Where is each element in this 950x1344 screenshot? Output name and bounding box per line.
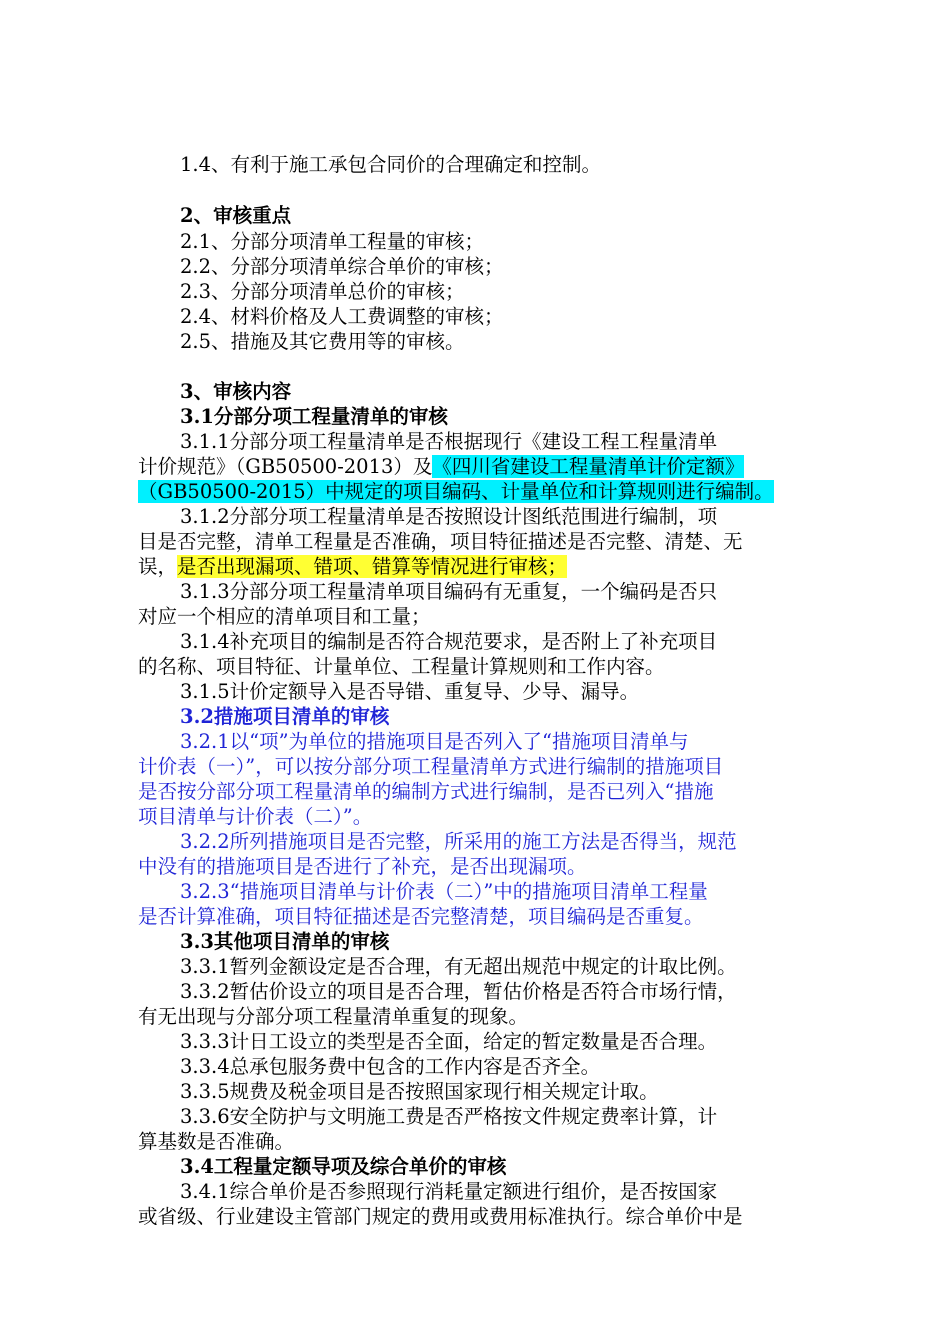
item-2-3: 2.3、分部分项清单总价的审核； — [180, 280, 465, 303]
item-1-4: 1.4、有利于施工承包合同价的合理确定和控制。 — [180, 153, 602, 176]
para-3-1-1-line2-plain: 计价规范》（GB50500-2013）及 — [138, 455, 433, 478]
para-3-1-5: 3.1.5计价定额导入是否导错、重复导、少导、漏导。 — [180, 680, 640, 703]
para-3-3-4: 3.3.4总承包服务费中包含的工作内容是否齐全。 — [180, 1055, 601, 1078]
item-2-5: 2.5、措施及其它费用等的审核。 — [180, 330, 465, 353]
para-3-3-3: 3.3.3计日工设立的类型是否全面，给定的暂定数量是否合理。 — [180, 1030, 718, 1053]
para-3-2-3-line1: 3.2.3“措施项目清单与计价表（二）”中的措施项目清单工程量 — [180, 880, 708, 903]
highlight-cyan-2: （GB50500-2015）中规定的项目编码、计量单位和计算规则进行编制。 — [138, 480, 774, 503]
para-3-3-6-line1: 3.3.6安全防护与文明施工费是否严格按文件规定费率计算，计 — [180, 1105, 718, 1128]
para-3-1-2-line2: 目是否完整，清单工程量是否准确，项目特征描述是否完整、清楚、无 — [138, 530, 743, 553]
para-3-3-1: 3.3.1暂列金额设定是否合理，有无超出规范中规定的计取比例。 — [180, 955, 737, 978]
para-3-3-6-line2: 算基数是否准确。 — [138, 1130, 295, 1153]
para-3-2-1-line3: 是否按分部分项工程量清单的编制方式进行编制，是否已列入“措施 — [138, 780, 714, 803]
para-3-1-2-line3 — [138, 554, 818, 579]
para-3-4-1-line1: 3.4.1综合单价是否参照现行消耗量定额进行组价，是否按国家 — [180, 1180, 718, 1203]
para-3-1-1-line2 — [138, 454, 818, 479]
para-3-1-4-line2: 的名称、项目特征、计量单位、工程量计算规则和工作内容。 — [138, 655, 665, 678]
para-3-1-1-line1: 3.1.1分部分项工程量清单是否根据现行《建设工程工程量清单 — [180, 430, 718, 453]
para-3-1-2-line3-plain: 误， — [138, 555, 178, 578]
para-3-3-5: 3.3.5规费及税金项目是否按照国家现行相关规定计取。 — [180, 1080, 659, 1103]
highlight-yellow: 是否出现漏项、错项、错算等情况进行审核； — [177, 555, 568, 578]
item-2-2: 2.2、分部分项清单综合单价的审核； — [180, 255, 504, 278]
para-3-2-1-line1: 3.2.1以“项”为单位的措施项目是否列入了“措施项目清单与 — [180, 730, 689, 753]
para-3-2-3-line2: 是否计算准确，项目特征描述是否完整清楚，项目编码是否重复。 — [138, 905, 704, 928]
para-3-1-3-line1: 3.1.3分部分项工程量清单项目编码有无重复，一个编码是否只 — [180, 580, 718, 603]
para-3-2-2-line1: 3.2.2所列措施项目是否完整，所采用的施工方法是否得当，规范 — [180, 830, 737, 853]
para-3-1-4-line1: 3.1.4补充项目的编制是否符合规范要求，是否附上了补充项目 — [180, 630, 718, 653]
item-2-1: 2.1、分部分项清单工程量的审核； — [180, 230, 485, 253]
heading-3: 3、审核内容 — [180, 380, 292, 403]
heading-3-4: 3.4工程量定额导项及综合单价的审核 — [180, 1155, 507, 1178]
para-3-2-1-line4: 项目清单与计价表（二）”。 — [138, 805, 373, 828]
para-3-3-2-line2: 有无出现与分部分项工程量清单重复的现象。 — [138, 1005, 529, 1028]
heading-3-3: 3.3其他项目清单的审核 — [180, 930, 390, 953]
item-2-4: 2.4、材料价格及人工费调整的审核； — [180, 305, 504, 328]
para-3-1-2-line1: 3.1.2分部分项工程量清单是否按照设计图纸范围进行编制，项 — [180, 505, 718, 528]
para-3-4-1-line2: 或省级、行业建设主管部门规定的费用或费用标准执行。综合单价中是 — [138, 1205, 743, 1228]
para-3-2-2-line2: 中没有的措施项目是否进行了补充，是否出现漏项。 — [138, 855, 587, 878]
para-3-3-2-line1: 3.3.2暂估价设立的项目是否合理，暂估价格是否符合市场行情， — [180, 980, 737, 1003]
para-3-1-1-line3 — [138, 479, 818, 504]
para-3-1-3-line2: 对应一个相应的清单项目和工量； — [138, 605, 431, 628]
para-3-2-1-line2: 计价表（一）”，可以按分部分项工程量清单方式进行编制的措施项目 — [138, 755, 724, 778]
heading-2: 2、审核重点 — [180, 204, 292, 227]
heading-3-2: 3.2措施项目清单的审核 — [180, 705, 390, 728]
highlight-cyan-1: 《四川省建设工程量清单计价定额》 — [432, 455, 745, 478]
heading-3-1: 3.1分部分项工程量清单的审核 — [180, 405, 448, 428]
